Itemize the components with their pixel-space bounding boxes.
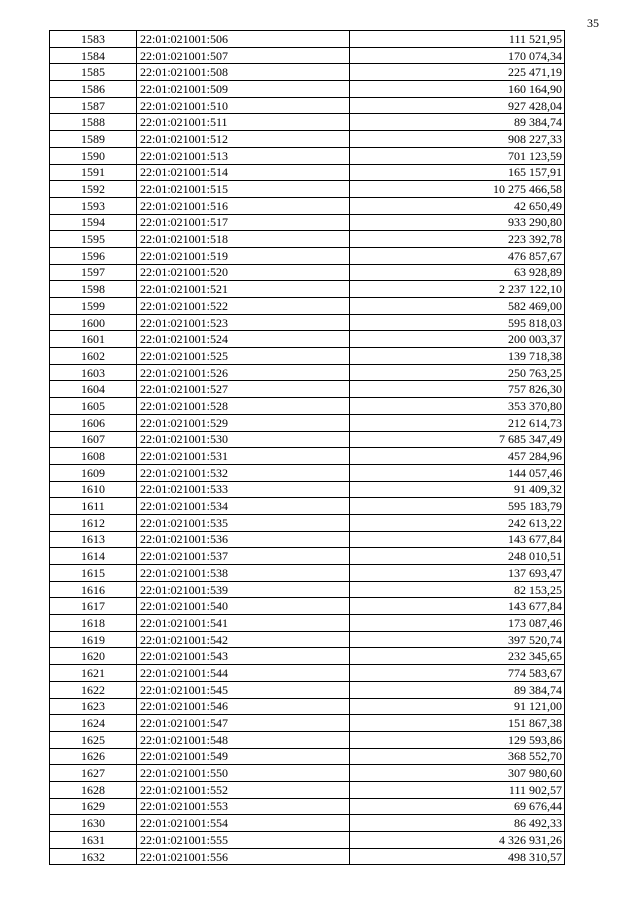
table-row (50, 848, 565, 865)
table-row (50, 431, 565, 448)
row-number-cell: 1611 (50, 498, 137, 515)
cadastral-number-cell: 22:01:021001:554 (137, 815, 350, 832)
cadastral-number-cell: 22:01:021001:527 (137, 381, 350, 398)
table-row (50, 631, 565, 648)
cadastral-number-cell: 22:01:021001:540 (137, 598, 350, 615)
table-row (50, 681, 565, 698)
table-row (50, 197, 565, 214)
table-row (50, 81, 565, 98)
cadastral-value-cell: 143 677,84 (350, 598, 565, 615)
cadastral-number-cell: 22:01:021001:537 (137, 548, 350, 565)
table-row (50, 131, 565, 148)
cadastral-value-cell: 160 164,90 (350, 81, 565, 98)
cadastral-value-cell: 212 614,73 (350, 414, 565, 431)
cadastral-number-cell: 22:01:021001:507 (137, 47, 350, 64)
cadastral-number-cell: 22:01:021001:546 (137, 698, 350, 715)
row-number-cell: 1594 (50, 214, 137, 231)
row-number-cell: 1627 (50, 765, 137, 782)
row-number-cell: 1609 (50, 464, 137, 481)
row-number-cell: 1625 (50, 731, 137, 748)
table-row (50, 615, 565, 632)
cadastral-number-cell: 22:01:021001:526 (137, 364, 350, 381)
cadastral-number-cell: 22:01:021001:543 (137, 648, 350, 665)
table-row (50, 832, 565, 849)
cadastral-number-cell: 22:01:021001:510 (137, 97, 350, 114)
row-number-cell: 1603 (50, 364, 137, 381)
cadastral-value-cell: 91 409,32 (350, 481, 565, 498)
cadastral-number-cell: 22:01:021001:555 (137, 832, 350, 849)
cadastral-number-cell: 22:01:021001:509 (137, 81, 350, 98)
table-row (50, 281, 565, 298)
table-row (50, 548, 565, 565)
table-row (50, 448, 565, 465)
cadastral-value-cell: 595 818,03 (350, 314, 565, 331)
cadastral-value-cell: 757 826,30 (350, 381, 565, 398)
table-row (50, 97, 565, 114)
row-number-cell: 1622 (50, 681, 137, 698)
cadastral-number-cell: 22:01:021001:553 (137, 798, 350, 815)
cadastral-value-cell: 89 384,74 (350, 681, 565, 698)
row-number-cell: 1593 (50, 197, 137, 214)
cadastral-value-cell: 774 583,67 (350, 665, 565, 682)
table-row (50, 464, 565, 481)
cadastral-number-cell: 22:01:021001:556 (137, 848, 350, 865)
cadastral-value-cell: 42 650,49 (350, 197, 565, 214)
row-number-cell: 1614 (50, 548, 137, 565)
cadastral-value-cell: 250 763,25 (350, 364, 565, 381)
cadastral-value-cell: 137 693,47 (350, 565, 565, 582)
table-row (50, 47, 565, 64)
cadastral-number-cell: 22:01:021001:515 (137, 181, 350, 198)
cadastral-value-cell: 7 685 347,49 (350, 431, 565, 448)
cadastral-number-cell: 22:01:021001:542 (137, 631, 350, 648)
table-row (50, 698, 565, 715)
cadastral-value-cell: 927 428,04 (350, 97, 565, 114)
cadastral-value-table (49, 30, 565, 865)
cadastral-number-cell: 22:01:021001:538 (137, 565, 350, 582)
cadastral-value-cell: 111 902,57 (350, 781, 565, 798)
table-row (50, 731, 565, 748)
cadastral-number-cell: 22:01:021001:514 (137, 164, 350, 181)
cadastral-number-cell: 22:01:021001:519 (137, 247, 350, 264)
cadastral-number-cell: 22:01:021001:517 (137, 214, 350, 231)
cadastral-number-cell: 22:01:021001:521 (137, 281, 350, 298)
row-number-cell: 1598 (50, 281, 137, 298)
cadastral-value-cell: 2 237 122,10 (350, 281, 565, 298)
row-number-cell: 1628 (50, 781, 137, 798)
row-number-cell: 1605 (50, 398, 137, 415)
table-row (50, 498, 565, 515)
row-number-cell: 1584 (50, 47, 137, 64)
cadastral-number-cell: 22:01:021001:530 (137, 431, 350, 448)
row-number-cell: 1631 (50, 832, 137, 849)
table-row (50, 264, 565, 281)
cadastral-value-cell: 143 677,84 (350, 531, 565, 548)
table-row (50, 565, 565, 582)
row-number-cell: 1599 (50, 298, 137, 315)
row-number-cell: 1623 (50, 698, 137, 715)
table-row (50, 414, 565, 431)
table-row (50, 147, 565, 164)
cadastral-number-cell: 22:01:021001:518 (137, 231, 350, 248)
row-number-cell: 1626 (50, 748, 137, 765)
cadastral-number-cell: 22:01:021001:516 (137, 197, 350, 214)
row-number-cell: 1616 (50, 581, 137, 598)
cadastral-number-cell: 22:01:021001:513 (137, 147, 350, 164)
cadastral-value-cell: 353 370,80 (350, 398, 565, 415)
row-number-cell: 1632 (50, 848, 137, 865)
table-row (50, 481, 565, 498)
cadastral-value-cell: 582 469,00 (350, 298, 565, 315)
table-row (50, 715, 565, 732)
cadastral-value-cell: 4 326 931,26 (350, 832, 565, 849)
table-row (50, 581, 565, 598)
row-number-cell: 1585 (50, 64, 137, 81)
page-number: 35 (587, 16, 599, 30)
cadastral-number-cell: 22:01:021001:520 (137, 264, 350, 281)
cadastral-value-cell: 151 867,38 (350, 715, 565, 732)
row-number-cell: 1620 (50, 648, 137, 665)
row-number-cell: 1615 (50, 565, 137, 582)
row-number-cell: 1589 (50, 131, 137, 148)
cadastral-value-cell: 144 057,46 (350, 464, 565, 481)
cadastral-number-cell: 22:01:021001:535 (137, 514, 350, 531)
cadastral-value-cell: 397 520,74 (350, 631, 565, 648)
cadastral-value-cell: 173 087,46 (350, 615, 565, 632)
row-number-cell: 1619 (50, 631, 137, 648)
cadastral-value-cell: 69 676,44 (350, 798, 565, 815)
row-number-cell: 1597 (50, 264, 137, 281)
cadastral-number-cell: 22:01:021001:550 (137, 765, 350, 782)
row-number-cell: 1586 (50, 81, 137, 98)
cadastral-value-cell: 91 121,00 (350, 698, 565, 715)
cadastral-number-cell: 22:01:021001:523 (137, 314, 350, 331)
cadastral-number-cell: 22:01:021001:533 (137, 481, 350, 498)
cadastral-value-cell: 908 227,33 (350, 131, 565, 148)
cadastral-value-cell: 498 310,57 (350, 848, 565, 865)
cadastral-value-cell: 232 345,65 (350, 648, 565, 665)
row-number-cell: 1588 (50, 114, 137, 131)
cadastral-number-cell: 22:01:021001:534 (137, 498, 350, 515)
cadastral-number-cell: 22:01:021001:548 (137, 731, 350, 748)
row-number-cell: 1618 (50, 615, 137, 632)
row-number-cell: 1591 (50, 164, 137, 181)
row-number-cell: 1601 (50, 331, 137, 348)
cadastral-value-cell: 307 980,60 (350, 765, 565, 782)
cadastral-value-cell: 165 157,91 (350, 164, 565, 181)
table-row (50, 514, 565, 531)
row-number-cell: 1587 (50, 97, 137, 114)
cadastral-number-cell: 22:01:021001:531 (137, 448, 350, 465)
cadastral-number-cell: 22:01:021001:545 (137, 681, 350, 698)
table-row (50, 298, 565, 315)
cadastral-value-cell: 170 074,34 (350, 47, 565, 64)
table-row (50, 598, 565, 615)
cadastral-number-cell: 22:01:021001:511 (137, 114, 350, 131)
row-number-cell: 1612 (50, 514, 137, 531)
row-number-cell: 1606 (50, 414, 137, 431)
row-number-cell: 1595 (50, 231, 137, 248)
cadastral-value-cell: 933 290,80 (350, 214, 565, 231)
cadastral-number-cell: 22:01:021001:552 (137, 781, 350, 798)
table-row (50, 214, 565, 231)
cadastral-value-cell: 248 010,51 (350, 548, 565, 565)
cadastral-value-cell: 225 471,19 (350, 64, 565, 81)
cadastral-value-cell: 82 153,25 (350, 581, 565, 598)
row-number-cell: 1610 (50, 481, 137, 498)
cadastral-number-cell: 22:01:021001:549 (137, 748, 350, 765)
table-row (50, 231, 565, 248)
table-row (50, 31, 565, 48)
cadastral-value-cell: 595 183,79 (350, 498, 565, 515)
table-row (50, 348, 565, 365)
cadastral-value-cell: 86 492,33 (350, 815, 565, 832)
cadastral-number-cell: 22:01:021001:522 (137, 298, 350, 315)
cadastral-value-cell: 701 123,59 (350, 147, 565, 164)
cadastral-number-cell: 22:01:021001:525 (137, 348, 350, 365)
row-number-cell: 1617 (50, 598, 137, 615)
table-body (50, 31, 565, 865)
cadastral-number-cell: 22:01:021001:547 (137, 715, 350, 732)
table-row (50, 381, 565, 398)
row-number-cell: 1607 (50, 431, 137, 448)
table-row (50, 648, 565, 665)
table-row (50, 331, 565, 348)
table-row (50, 798, 565, 815)
cadastral-number-cell: 22:01:021001:544 (137, 665, 350, 682)
row-number-cell: 1604 (50, 381, 137, 398)
cadastral-value-cell: 476 857,67 (350, 247, 565, 264)
table-row (50, 781, 565, 798)
cadastral-value-cell: 63 928,89 (350, 264, 565, 281)
row-number-cell: 1596 (50, 247, 137, 264)
row-number-cell: 1613 (50, 531, 137, 548)
row-number-cell: 1629 (50, 798, 137, 815)
table-row (50, 114, 565, 131)
row-number-cell: 1602 (50, 348, 137, 365)
table-row (50, 665, 565, 682)
cadastral-number-cell: 22:01:021001:528 (137, 398, 350, 415)
table-row (50, 531, 565, 548)
table-row (50, 247, 565, 264)
table-row (50, 64, 565, 81)
row-number-cell: 1583 (50, 31, 137, 48)
table-row (50, 164, 565, 181)
table-row (50, 364, 565, 381)
cadastral-value-cell: 129 593,86 (350, 731, 565, 748)
cadastral-number-cell: 22:01:021001:536 (137, 531, 350, 548)
cadastral-number-cell: 22:01:021001:508 (137, 64, 350, 81)
cadastral-number-cell: 22:01:021001:506 (137, 31, 350, 48)
table-row (50, 815, 565, 832)
table-row (50, 765, 565, 782)
table-row (50, 398, 565, 415)
cadastral-value-cell: 111 521,95 (350, 31, 565, 48)
cadastral-value-cell: 223 392,78 (350, 231, 565, 248)
cadastral-number-cell: 22:01:021001:539 (137, 581, 350, 598)
cadastral-value-cell: 457 284,96 (350, 448, 565, 465)
row-number-cell: 1600 (50, 314, 137, 331)
table-row (50, 314, 565, 331)
cadastral-number-cell: 22:01:021001:524 (137, 331, 350, 348)
cadastral-number-cell: 22:01:021001:529 (137, 414, 350, 431)
cadastral-value-cell: 242 613,22 (350, 514, 565, 531)
row-number-cell: 1624 (50, 715, 137, 732)
cadastral-value-cell: 368 552,70 (350, 748, 565, 765)
row-number-cell: 1592 (50, 181, 137, 198)
cadastral-number-cell: 22:01:021001:512 (137, 131, 350, 148)
cadastral-value-cell: 200 003,37 (350, 331, 565, 348)
cadastral-number-cell: 22:01:021001:532 (137, 464, 350, 481)
row-number-cell: 1630 (50, 815, 137, 832)
cadastral-value-cell: 139 718,38 (350, 348, 565, 365)
table-row (50, 181, 565, 198)
cadastral-number-cell: 22:01:021001:541 (137, 615, 350, 632)
row-number-cell: 1608 (50, 448, 137, 465)
cadastral-value-cell: 89 384,74 (350, 114, 565, 131)
table-row (50, 748, 565, 765)
row-number-cell: 1621 (50, 665, 137, 682)
cadastral-value-cell: 10 275 466,58 (350, 181, 565, 198)
row-number-cell: 1590 (50, 147, 137, 164)
